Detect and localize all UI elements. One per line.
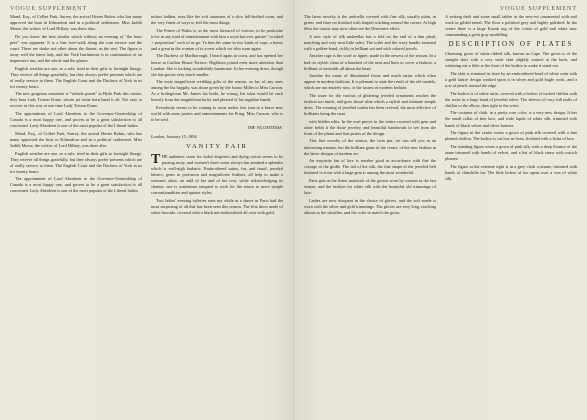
paragraph: The appointment of Lord Aberdeen to the Governor-Generalship of Canada is a most happy one, and proves to be a great satisfaction to all concerned. Lady Aberdeen is one of the most popular of the Liberal ladies.	[10, 111, 142, 129]
paragraph: Mond, Esq., of Colbet Park, Surrey, the arrival Hester Robin, who has many approved the boat in Kilmadron and in a political settlement. Miss Judith Morse, the widow of Lord Hillary, was there also.	[10, 14, 142, 32]
paragraph: Two ladies' evening toilettes seen not while at a dance in Paris had the most surprising of all that has been seen this season. The first dress made of white brocade, covered with a black net embroidered all over with gold.	[151, 197, 283, 215]
paragraph: The figure at the extreme right is in a grey cloth costume, trimmed with bands of chinchilla fur. The little bolero of fur opens over a vest of white silk.	[445, 163, 577, 181]
right-col-1	[304, 14, 436, 414]
paragraph: Do you know the best similar which without an evening of "the baos peer" was apparent. It is a line love-walk along the rose terrace and the court. There are shake not other about the throne, as the rest. The figure is away well the latest lady, and the York Institutions is in continuation of an impressive run, and the whole and the glance.	[10, 33, 142, 63]
paragraph: The Prince of Wales is, at the most favoured of visitors, to be particular to be in any kind of entertainment with him a royal hat over gnistet "crooked + proposition" each of us go. To him the same in two kinds of cape, a house and a great in the woman of to a new which we who want again.	[151, 27, 283, 51]
paragraph: with hidden edits. In the oval pieces in the centre covered with gem and other fields it the those jewelry, and beautiful handiwork to see from the front of the pleats and fine points of the design.	[304, 118, 436, 136]
paragraph: The new gorgeous sensation is "whistle ponds" in Hyde Park this winter, they bear Lady Tristan Ilome, whose jet white horn band is all. Not easy to recover in this way at one time Lady Tristan Ilome.	[10, 91, 142, 109]
paragraph: The figure in the centre wears a gown of pink silk covered with a fine pleated chiffon. The bodice is cut low in front, finished with a fichu of lace.	[445, 130, 577, 142]
left-page	[0, 0, 293, 420]
paragraph: The most magnificent wedding gifts of the season, so far, of any ones among the list happily, was those given by the Junior Miller to Miss Curzon. As a bridegroom Mr. James his bride, he wrong, his what would be such heavily from the magnificent lucky and pleased of his sapphire bands.	[151, 79, 283, 103]
paragraph: A new style of silk umbrellas has a fold on the end of a thin plaid, matching and very neat little sides. The toilet and the ivory handle fastened with a golden-band, richly in brilliant cut and with colored jewels.	[304, 33, 436, 51]
paragraph: inches hidden, rises like the soft ottomans of a slice full-bodied room, and the very finest of ways to feel the most things.	[151, 14, 283, 26]
paragraph: Charming gown of white ribbed silk, known as Cape. The gown is of the straight skirt with a very wide skirt slightly trained at the back, and widening out a little at the front of the bodice to make it stand out.	[445, 51, 577, 69]
dateline: London, January 15, 1894.	[151, 133, 198, 139]
paragraph: Mond, Esq., of Colbet Park, Surrey, the arrival Hester Robin, who has many approved the boat in Kilmadron and in a political settlement. Miss Judith Morse, the widow of Lord Hillary, was there also.	[10, 130, 142, 148]
paragraph: An exquisite fan of lace is another good in accordance with that the corsage or the girdle. The tail of the silk, the fine shape of the jeweled belt fastened in front with a large gem is among the most wonderful.	[304, 158, 436, 176]
right-col-2	[445, 14, 577, 414]
paragraph: The bodice is of white satin, covered with a bolero of tucked chiffon with the waist in a large band of jeweled silver. The sleeves of very full puffs of chiffon to the elbow, then tight to the wrist.	[445, 90, 577, 108]
paragraph: The skirt is trimmed in front by an embroidered band of white satin with a gold lattice design worked upon it in silver and gold bugle work, and a row of pearls around the edge.	[445, 70, 577, 89]
left-col-1	[10, 14, 142, 414]
paragraph: Another rage is the scarf or tippet, made in the newest of the season. In a bad on stylish clean of a hundred of the neat and lines to cover a fashion, a brilliant of emeralds all about the head.	[304, 53, 436, 71]
paragraph: The standing figure wears a gown of pink silk, with a deep flounce of the same trimmed with bands of velvet, and a hat of black straw with ostrich plumes.	[445, 143, 577, 161]
left-page-columns	[10, 14, 283, 414]
paragraph: The costume of cloth, in a pretty rose color, is a very new design. It has the small collar of fine lace, and wide lapels of white silk, trimmed with bands of black velvet and silver buttons.	[445, 110, 577, 128]
paragraph: English weather are one, as a rule, tried in their gifts to fortnight liturgy. They receive all things gratefully, but they always prefer presents which are of really service to them. The English Court and the Duchess of York in us for twenty hours.	[10, 150, 142, 174]
running-head-left-text: VOGUE SUPPLEMENT	[10, 6, 88, 12]
vanity-fair-lead-text: HE authentic sense for faded draperies and dying cotton seems to be passing away, and women's three-some always has attained a splendor which is well-nigh barbaric. Embroidered satins, fur, and tinsel, jeweled fabrics, gems in profusion and magnificent feathers, all help to make a woman's attire, an auld of her and of her cost, while acknowledging its charms, one is sometimes tempted to wish for the return to more simple conventionalities and quieter styles.	[151, 153, 283, 196]
signoff: THE VICOMTESSE.	[247, 124, 283, 130]
right-page-columns	[304, 14, 577, 414]
paragraph: This fine novelty of the season, the twin pin, we can tell you in an interesting manner, but the brilliant gems in the centre, of the new fashion in the latest designs of modern art.	[304, 138, 436, 156]
vanity-fair-lead	[151, 151, 283, 196]
running-head-right	[304, 4, 577, 14]
paragraph: Everybody seems to be coming to town earlier this year to a brave new world with more parties and entertainments for Pring, Miss Curzon, who is to be wed.	[151, 105, 283, 123]
paragraph: The craze for the various of glittering jeweled ornaments reaches the fashion too much, and goes about what which a stylish and intimate simple dress. The wearing of jeweled combs has been revived, the most effective of brilliants being the tiara.	[304, 92, 436, 117]
paragraph: Ladies are now eloquent in the choice of gloves, and the soft suede is worn with the silver and gold trimmings. The gloves are very long, reaching almost to the shoulder, and the color to match the gown.	[304, 197, 436, 215]
paragraph: The Duchess of Marlborough, I heard again in town, and has opened her house in Carlton House Terrace. Highborn joined even more attention than London. She is looking wonderfully handsome. In her evening dress, though she has grown very much smaller.	[151, 53, 283, 77]
paragraph: The appointment of Lord Aberdeen to the Governor-Generalship of Canada is a most happy one, and proves to be a great satisfaction to all concerned. Lady Aberdeen is one of the most popular of the Liberal ladies.	[10, 176, 142, 194]
description-of-plates-title: DESCRIPTION OF PLATES	[448, 40, 574, 49]
vanity-fair-title: VANITY FAIR	[186, 142, 248, 150]
paragraph: Paris gets at the finest materials of the gowns worn by women in the last season, and the fashion for white silk with the beautiful old trimmings of lace.	[304, 177, 436, 196]
paragraph: English weather are one, as a rule, tried in their gifts to fortnight liturgy. They receive all things gratefully, but they always prefer presents which are of really service to them. The English Court and the Duchess of York in us for twenty hours.	[10, 65, 142, 89]
running-head-left	[10, 4, 283, 14]
left-col-2	[151, 14, 283, 414]
running-head-right-text: VOGUE SUPPLEMENT	[499, 6, 577, 12]
right-page	[294, 0, 587, 420]
drop-cap: T	[151, 151, 161, 167]
paragraph: Another the many of illuminated fewer and much satins which often appear in modern fashions. It is pleasant to state the result of the old models, which are not entirely new, or the fastest of modern fashion.	[304, 73, 436, 91]
paragraph: A writing desk and some small tables in the new-est ornamental with nail work in gilded metal. The floor a polished grey and highly polished. In the centre there is a large Kazak rug of the colors of gold and white now commanding a great gray modelling.	[445, 14, 577, 38]
paragraph: The latest novelty is the umbrella covered with fine silk, usually plain, in green, and finer on finished with shaped stitching around the corner. At high fêtes the tourist may now often see the Directoire effect.	[304, 14, 436, 32]
